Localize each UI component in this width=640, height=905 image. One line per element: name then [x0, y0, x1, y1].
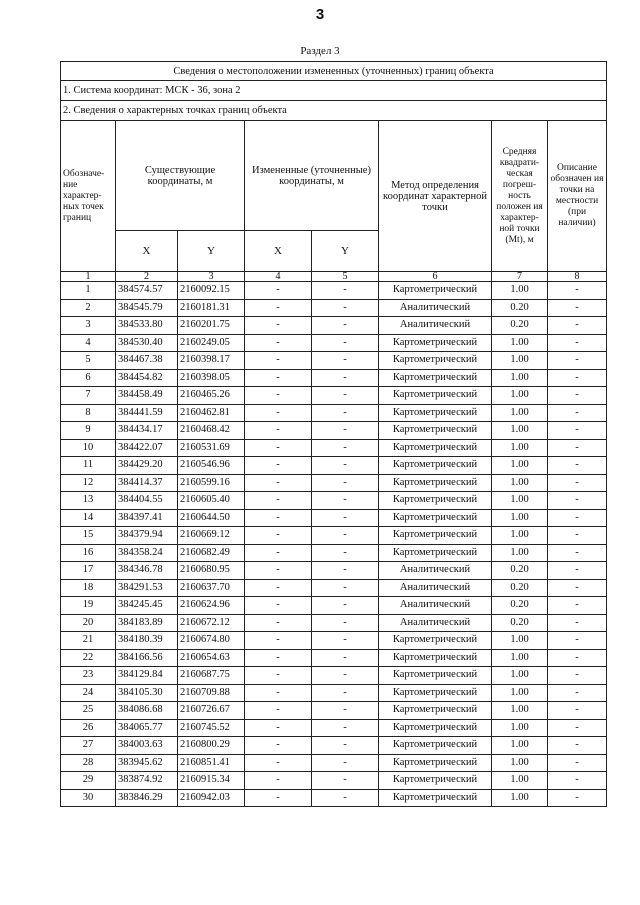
table-row — [61, 387, 607, 405]
point-description: - — [548, 492, 607, 510]
changed-y: - — [312, 422, 379, 440]
method: Картометрический — [379, 509, 492, 527]
existing-x: 384129.84 — [116, 667, 178, 685]
changed-y: - — [312, 369, 379, 387]
mean-error: 1.00 — [492, 544, 548, 562]
changed-x: - — [245, 649, 312, 667]
existing-x: 384105.30 — [116, 684, 178, 702]
changed-y: - — [312, 544, 379, 562]
table-row — [61, 562, 607, 580]
existing-y: 2160745.52 — [178, 719, 245, 737]
method: Картометрический — [379, 282, 492, 300]
point-description: - — [548, 527, 607, 545]
mean-error: 1.00 — [492, 509, 548, 527]
header-description: Описание обозначен ия точки на местности (при наличии) — [548, 121, 607, 272]
point-number: 15 — [61, 527, 116, 545]
existing-y: 2160680.95 — [178, 562, 245, 580]
existing-x: 384180.39 — [116, 632, 178, 650]
point-description: - — [548, 299, 607, 317]
changed-y: - — [312, 352, 379, 370]
existing-x: 384454.82 — [116, 369, 178, 387]
method: Картометрический — [379, 457, 492, 475]
method: Картометрический — [379, 719, 492, 737]
changed-y: - — [312, 457, 379, 475]
column-number: 7 — [492, 272, 548, 282]
page-number: 3 — [315, 6, 325, 23]
existing-x: 384467.38 — [116, 352, 178, 370]
method: Аналитический — [379, 597, 492, 615]
mean-error: 1.00 — [492, 282, 548, 300]
existing-x: 384574.57 — [116, 282, 178, 300]
table-row — [61, 719, 607, 737]
existing-x: 384434.17 — [116, 422, 178, 440]
changed-y: - — [312, 719, 379, 737]
changed-y: - — [312, 317, 379, 335]
existing-y: 2160644.50 — [178, 509, 245, 527]
mean-error: 1.00 — [492, 684, 548, 702]
table-row — [61, 614, 607, 632]
existing-y: 2160531.69 — [178, 439, 245, 457]
changed-x: - — [245, 282, 312, 300]
mean-error: 1.00 — [492, 439, 548, 457]
mean-error: 0.20 — [492, 299, 548, 317]
table-row — [61, 789, 607, 807]
mean-error: 1.00 — [492, 404, 548, 422]
table-row — [61, 474, 607, 492]
table-row — [61, 492, 607, 510]
changed-x: - — [245, 754, 312, 772]
point-number: 16 — [61, 544, 116, 562]
changed-y: - — [312, 282, 379, 300]
table-row — [61, 317, 607, 335]
changed-x: - — [245, 492, 312, 510]
section-title: Раздел 3 — [300, 45, 340, 57]
point-number: 5 — [61, 352, 116, 370]
point-number: 11 — [61, 457, 116, 475]
table-row — [61, 282, 607, 300]
table-row — [61, 579, 607, 597]
mean-error: 1.00 — [492, 772, 548, 790]
table-row — [61, 544, 607, 562]
changed-y: - — [312, 649, 379, 667]
table-row — [61, 597, 607, 615]
method: Аналитический — [379, 299, 492, 317]
mean-error: 1.00 — [492, 457, 548, 475]
existing-y: 2160654.63 — [178, 649, 245, 667]
table-row — [61, 737, 607, 755]
changed-x: - — [245, 404, 312, 422]
changed-x: - — [245, 667, 312, 685]
changed-y: - — [312, 404, 379, 422]
point-description: - — [548, 352, 607, 370]
point-number: 21 — [61, 632, 116, 650]
method: Картометрический — [379, 352, 492, 370]
point-description: - — [548, 544, 607, 562]
changed-x: - — [245, 702, 312, 720]
method: Картометрический — [379, 684, 492, 702]
mean-error: 1.00 — [492, 387, 548, 405]
mean-error: 1.00 — [492, 422, 548, 440]
existing-y: 2160669.12 — [178, 527, 245, 545]
header-x-changed: X — [245, 231, 312, 272]
mean-error: 1.00 — [492, 754, 548, 772]
table-row — [61, 457, 607, 475]
existing-x: 384086.68 — [116, 702, 178, 720]
method: Картометрический — [379, 334, 492, 352]
table-row — [61, 754, 607, 772]
changed-x: - — [245, 369, 312, 387]
existing-y: 2160468.42 — [178, 422, 245, 440]
mean-error: 1.00 — [492, 649, 548, 667]
changed-x: - — [245, 719, 312, 737]
point-number: 28 — [61, 754, 116, 772]
existing-x: 384379.94 — [116, 527, 178, 545]
point-description: - — [548, 509, 607, 527]
point-description: - — [548, 474, 607, 492]
changed-x: - — [245, 334, 312, 352]
method: Картометрический — [379, 737, 492, 755]
changed-y: - — [312, 632, 379, 650]
point-number: 3 — [61, 317, 116, 335]
point-number: 8 — [61, 404, 116, 422]
changed-y: - — [312, 684, 379, 702]
changed-x: - — [245, 772, 312, 790]
existing-y: 2160398.17 — [178, 352, 245, 370]
changed-x: - — [245, 457, 312, 475]
table-row — [61, 649, 607, 667]
point-number: 17 — [61, 562, 116, 580]
point-number: 1 — [61, 282, 116, 300]
method: Картометрический — [379, 789, 492, 807]
point-number: 26 — [61, 719, 116, 737]
changed-x: - — [245, 789, 312, 807]
changed-x: - — [245, 632, 312, 650]
method: Аналитический — [379, 317, 492, 335]
point-description: - — [548, 702, 607, 720]
header-x-existing: X — [116, 231, 178, 272]
point-description: - — [548, 404, 607, 422]
existing-y: 2160672.12 — [178, 614, 245, 632]
table-row — [61, 632, 607, 650]
existing-x: 384003.63 — [116, 737, 178, 755]
method: Картометрический — [379, 772, 492, 790]
existing-y: 2160201.75 — [178, 317, 245, 335]
header-method: Метод определения координат характерной точки — [379, 121, 492, 272]
point-description: - — [548, 754, 607, 772]
existing-x: 384441.59 — [116, 404, 178, 422]
method: Картометрический — [379, 649, 492, 667]
existing-x: 384414.37 — [116, 474, 178, 492]
mean-error: 1.00 — [492, 737, 548, 755]
table-row — [61, 772, 607, 790]
point-number: 23 — [61, 667, 116, 685]
changed-x: - — [245, 299, 312, 317]
existing-x: 383874.92 — [116, 772, 178, 790]
method: Картометрический — [379, 492, 492, 510]
mean-error: 1.00 — [492, 352, 548, 370]
existing-y: 2160687.75 — [178, 667, 245, 685]
point-description: - — [548, 579, 607, 597]
mean-error: 1.00 — [492, 719, 548, 737]
table-body — [61, 282, 607, 807]
changed-y: - — [312, 387, 379, 405]
method: Картометрический — [379, 754, 492, 772]
point-description: - — [548, 684, 607, 702]
changed-x: - — [245, 544, 312, 562]
mean-error: 1.00 — [492, 369, 548, 387]
point-description: - — [548, 649, 607, 667]
existing-y: 2160605.40 — [178, 492, 245, 510]
existing-x: 383846.29 — [116, 789, 178, 807]
point-number: 20 — [61, 614, 116, 632]
existing-x: 384422.07 — [116, 439, 178, 457]
changed-x: - — [245, 684, 312, 702]
existing-y: 2160249.05 — [178, 334, 245, 352]
existing-x: 384429.20 — [116, 457, 178, 475]
point-number: 6 — [61, 369, 116, 387]
changed-y: - — [312, 474, 379, 492]
changed-x: - — [245, 579, 312, 597]
point-number: 30 — [61, 789, 116, 807]
mean-error: 1.00 — [492, 334, 548, 352]
mean-error: 1.00 — [492, 474, 548, 492]
mean-error: 1.00 — [492, 492, 548, 510]
changed-y: - — [312, 597, 379, 615]
point-description: - — [548, 632, 607, 650]
existing-x: 384533.80 — [116, 317, 178, 335]
table-row — [61, 352, 607, 370]
point-number: 7 — [61, 387, 116, 405]
point-description: - — [548, 369, 607, 387]
point-description: - — [548, 562, 607, 580]
mean-error: 0.20 — [492, 317, 548, 335]
changed-y: - — [312, 579, 379, 597]
changed-y: - — [312, 614, 379, 632]
point-description: - — [548, 789, 607, 807]
existing-x: 384346.78 — [116, 562, 178, 580]
changed-y: - — [312, 562, 379, 580]
existing-x: 384245.45 — [116, 597, 178, 615]
existing-y: 2160709.88 — [178, 684, 245, 702]
existing-x: 384358.24 — [116, 544, 178, 562]
mean-error: 0.20 — [492, 614, 548, 632]
point-number: 14 — [61, 509, 116, 527]
column-number-row — [61, 272, 607, 282]
mean-error: 1.00 — [492, 667, 548, 685]
method: Картометрический — [379, 702, 492, 720]
method: Аналитический — [379, 614, 492, 632]
changed-x: - — [245, 474, 312, 492]
header-y-changed: Y — [312, 231, 379, 272]
changed-x: - — [245, 737, 312, 755]
existing-y: 2160546.96 — [178, 457, 245, 475]
method: Картометрический — [379, 544, 492, 562]
existing-y: 2160465.26 — [178, 387, 245, 405]
method: Аналитический — [379, 562, 492, 580]
existing-y: 2160181.31 — [178, 299, 245, 317]
changed-x: - — [245, 439, 312, 457]
column-number: 8 — [548, 272, 607, 282]
changed-x: - — [245, 597, 312, 615]
existing-x: 384545.79 — [116, 299, 178, 317]
changed-y: - — [312, 492, 379, 510]
existing-y: 2160674.80 — [178, 632, 245, 650]
existing-y: 2160624.96 — [178, 597, 245, 615]
changed-y: - — [312, 334, 379, 352]
changed-y: - — [312, 737, 379, 755]
method: Картометрический — [379, 422, 492, 440]
point-number: 29 — [61, 772, 116, 790]
point-number: 18 — [61, 579, 116, 597]
point-number: 25 — [61, 702, 116, 720]
existing-y: 2160942.03 — [178, 789, 245, 807]
column-number: 2 — [116, 272, 178, 282]
changed-x: - — [245, 527, 312, 545]
method: Аналитический — [379, 579, 492, 597]
point-description: - — [548, 667, 607, 685]
mean-error: 1.00 — [492, 702, 548, 720]
mean-error: 0.20 — [492, 562, 548, 580]
existing-x: 384530.40 — [116, 334, 178, 352]
column-number: 3 — [178, 272, 245, 282]
method: Картометрический — [379, 527, 492, 545]
point-description: - — [548, 614, 607, 632]
table-row — [61, 439, 607, 457]
existing-y: 2160800.29 — [178, 737, 245, 755]
point-description: - — [548, 737, 607, 755]
column-number: 5 — [312, 272, 379, 282]
point-description: - — [548, 422, 607, 440]
table-row — [61, 369, 607, 387]
changed-y: - — [312, 667, 379, 685]
point-number: 12 — [61, 474, 116, 492]
header-designation: Обозначе-ние характер-ных точек границ — [61, 121, 116, 272]
mean-error: 0.20 — [492, 579, 548, 597]
existing-y: 2160915.34 — [178, 772, 245, 790]
points-heading: 2. Сведения о характерных точках границ объекта — [61, 101, 607, 121]
changed-x: - — [245, 317, 312, 335]
method: Картометрический — [379, 369, 492, 387]
column-number: 4 — [245, 272, 312, 282]
table-row — [61, 334, 607, 352]
mean-error: 1.00 — [492, 789, 548, 807]
existing-x: 384183.89 — [116, 614, 178, 632]
changed-y: - — [312, 509, 379, 527]
point-number: 4 — [61, 334, 116, 352]
existing-x: 384065.77 — [116, 719, 178, 737]
table-row — [61, 404, 607, 422]
column-number: 6 — [379, 272, 492, 282]
point-number: 13 — [61, 492, 116, 510]
method: Картометрический — [379, 439, 492, 457]
existing-x: 384166.56 — [116, 649, 178, 667]
existing-y: 2160726.67 — [178, 702, 245, 720]
table-row — [61, 422, 607, 440]
existing-y: 2160599.16 — [178, 474, 245, 492]
point-number: 19 — [61, 597, 116, 615]
table-row — [61, 299, 607, 317]
point-description: - — [548, 457, 607, 475]
point-description: - — [548, 282, 607, 300]
changed-y: - — [312, 527, 379, 545]
point-number: 24 — [61, 684, 116, 702]
existing-x: 384404.55 — [116, 492, 178, 510]
existing-y: 2160851.41 — [178, 754, 245, 772]
existing-y: 2160462.81 — [178, 404, 245, 422]
point-description: - — [548, 772, 607, 790]
table-row — [61, 527, 607, 545]
point-number: 27 — [61, 737, 116, 755]
header-changed-coords: Измененные (уточненные) координаты, м — [245, 121, 379, 231]
changed-x: - — [245, 562, 312, 580]
point-number: 2 — [61, 299, 116, 317]
changed-x: - — [245, 509, 312, 527]
changed-x: - — [245, 422, 312, 440]
column-number: 1 — [61, 272, 116, 282]
existing-x: 383945.62 — [116, 754, 178, 772]
table-row — [61, 702, 607, 720]
table-title: Сведения о местоположении измененных (уточненных) границ объекта — [61, 62, 607, 81]
existing-y: 2160398.05 — [178, 369, 245, 387]
existing-y: 2160637.70 — [178, 579, 245, 597]
method: Картометрический — [379, 404, 492, 422]
changed-y: - — [312, 439, 379, 457]
point-number: 22 — [61, 649, 116, 667]
boundary-points-table — [60, 61, 607, 807]
table-row — [61, 509, 607, 527]
point-description: - — [548, 317, 607, 335]
point-description: - — [548, 439, 607, 457]
point-description: - — [548, 597, 607, 615]
header-existing-coords: Существующие координаты, м — [116, 121, 245, 231]
method: Картометрический — [379, 387, 492, 405]
method: Картометрический — [379, 667, 492, 685]
changed-y: - — [312, 702, 379, 720]
existing-x: 384291.53 — [116, 579, 178, 597]
coord-system: 1. Система координат: МСК - 36, зона 2 — [61, 81, 607, 101]
changed-x: - — [245, 614, 312, 632]
point-description: - — [548, 719, 607, 737]
existing-x: 384458.49 — [116, 387, 178, 405]
existing-x: 384397.41 — [116, 509, 178, 527]
changed-y: - — [312, 772, 379, 790]
changed-x: - — [245, 387, 312, 405]
changed-y: - — [312, 754, 379, 772]
mean-error: 1.00 — [492, 632, 548, 650]
point-number: 9 — [61, 422, 116, 440]
existing-y: 2160682.49 — [178, 544, 245, 562]
point-description: - — [548, 334, 607, 352]
header-y-existing: Y — [178, 231, 245, 272]
mean-error: 0.20 — [492, 597, 548, 615]
changed-y: - — [312, 299, 379, 317]
header-error: Средняя квадрати-ческая погреш-ность положен ия характер-ной точки (Mt), м — [492, 121, 548, 272]
changed-x: - — [245, 352, 312, 370]
point-description: - — [548, 387, 607, 405]
mean-error: 1.00 — [492, 527, 548, 545]
table-row — [61, 667, 607, 685]
changed-y: - — [312, 789, 379, 807]
table-row — [61, 684, 607, 702]
point-number: 10 — [61, 439, 116, 457]
method: Картометрический — [379, 474, 492, 492]
method: Картометрический — [379, 632, 492, 650]
existing-y: 2160092.15 — [178, 282, 245, 300]
